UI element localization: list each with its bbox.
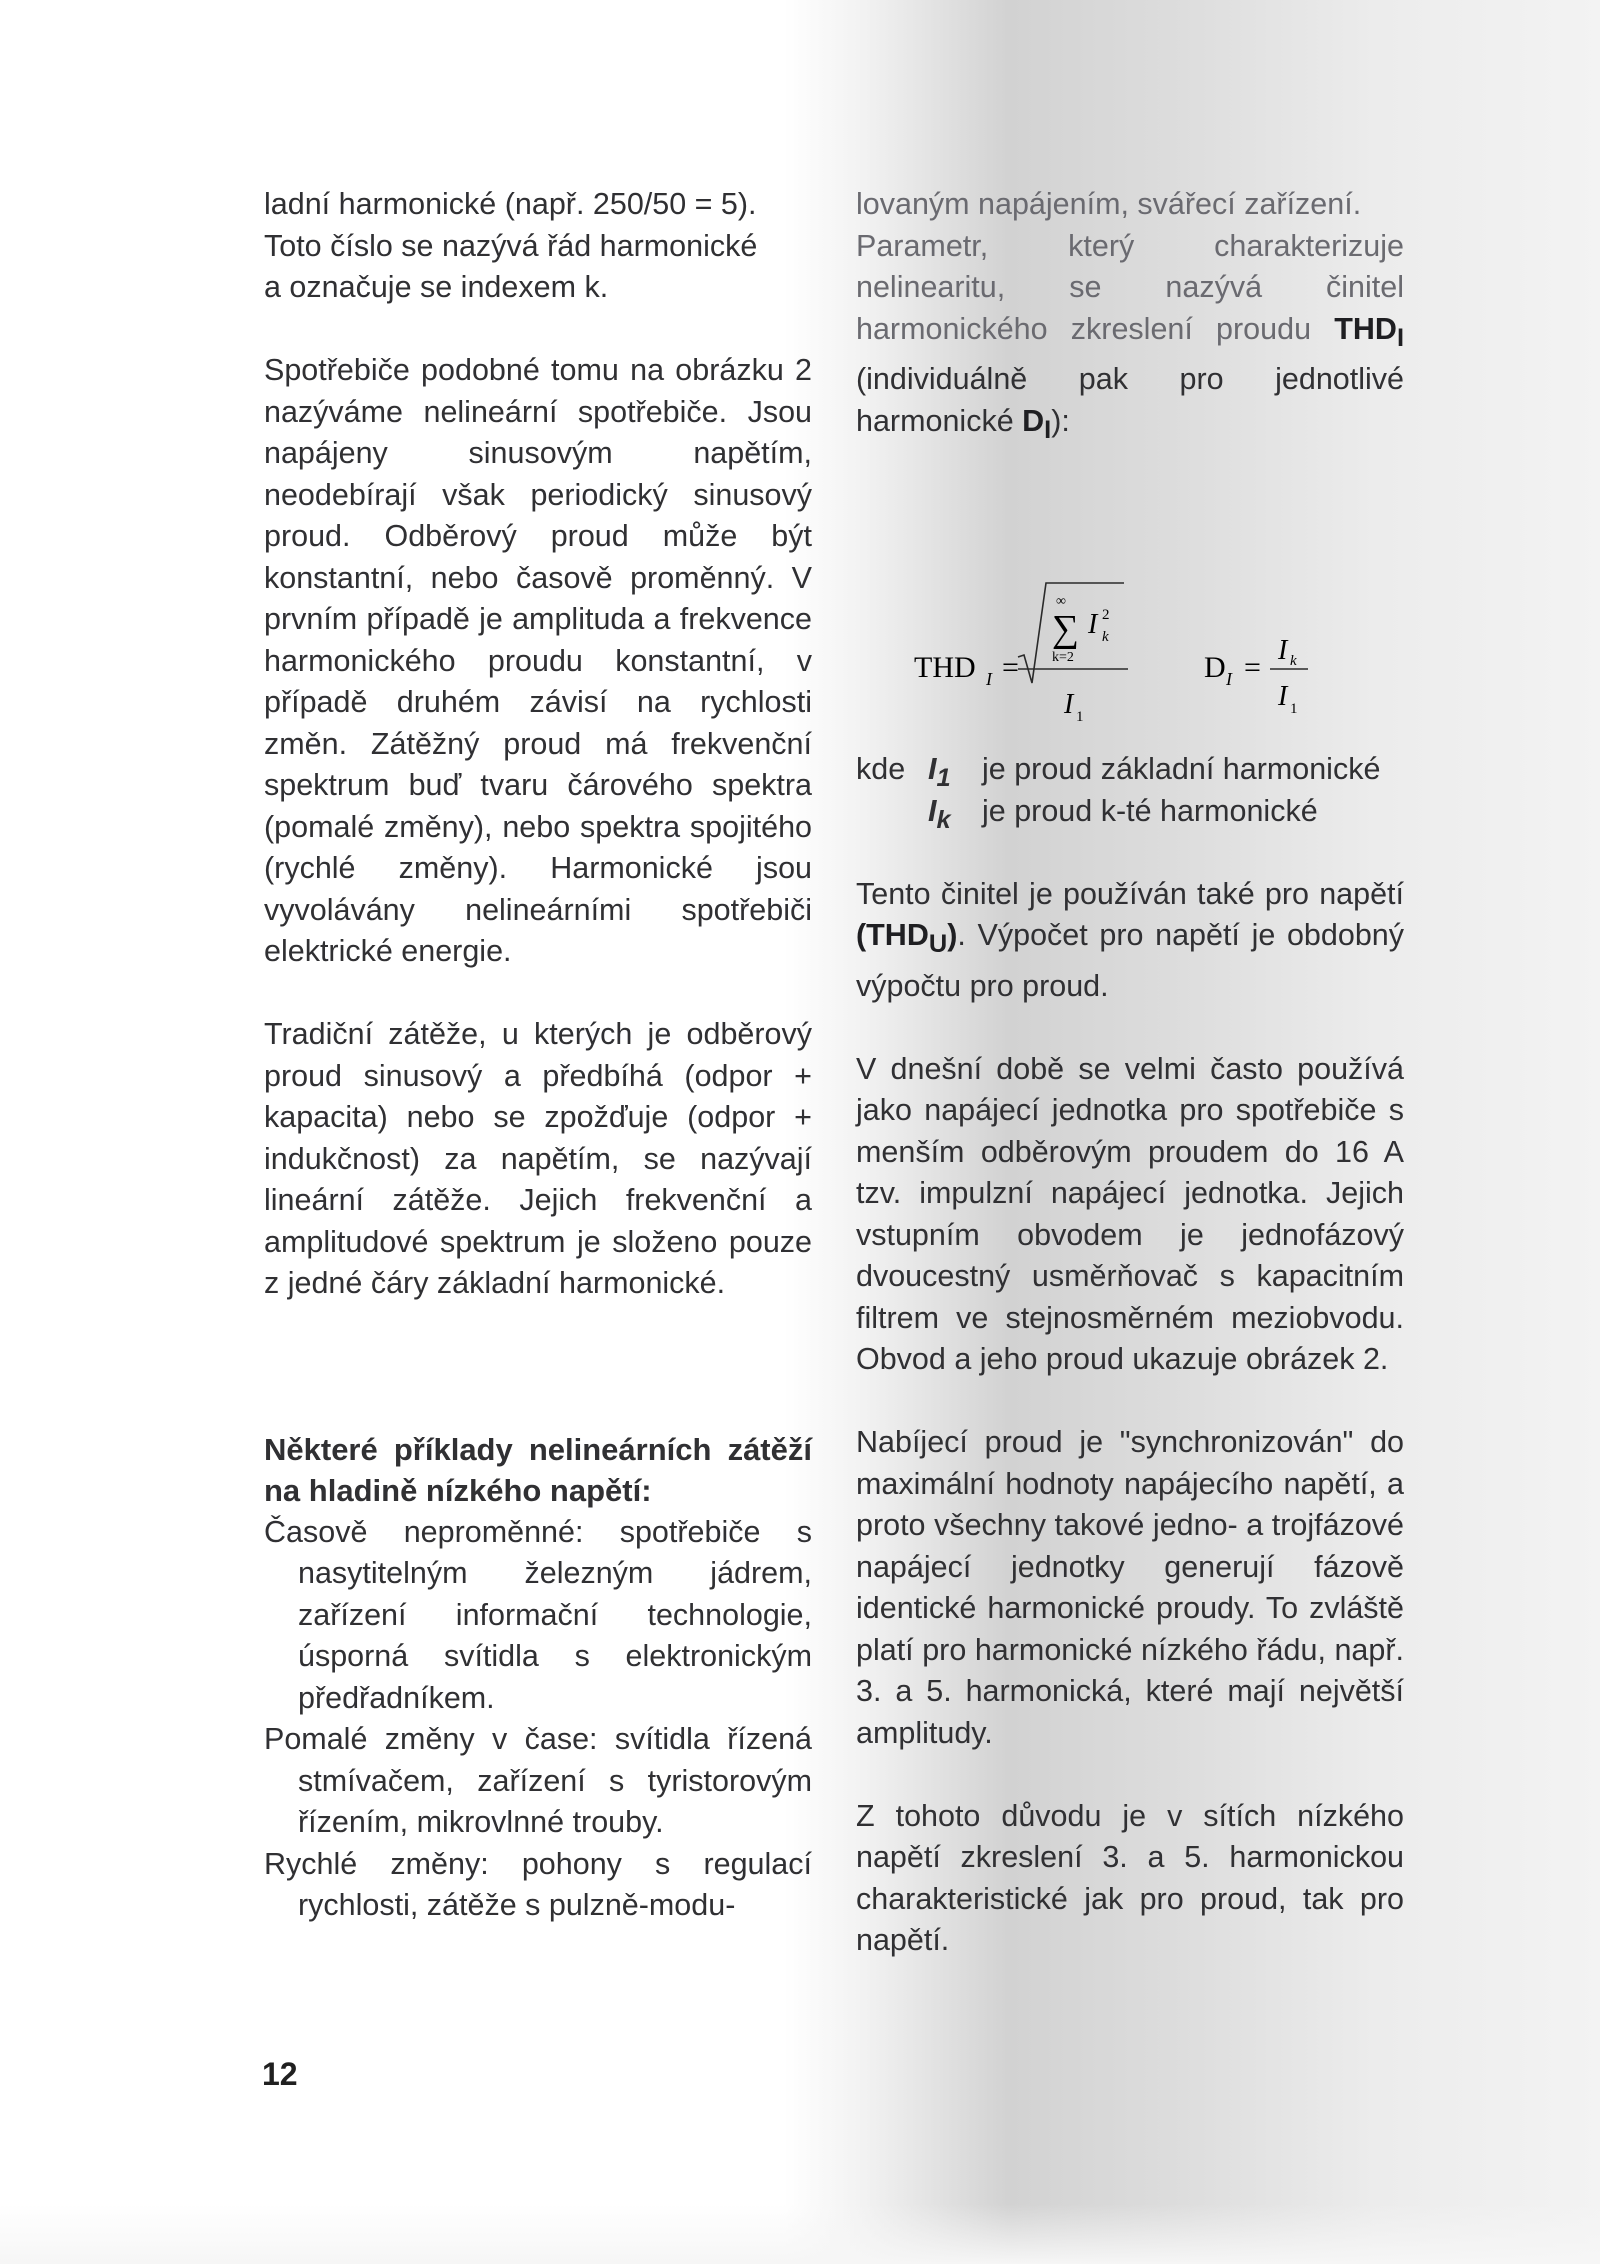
sum-sign: ∑ (1052, 608, 1080, 651)
sum-term-sup: 2 (1102, 607, 1110, 624)
page-bottom-edge (0, 2204, 1600, 2264)
sum-top: ∞ (1056, 594, 1066, 610)
d-i-symbol: $D_I$ (1022, 403, 1052, 444)
thd-denominator-sub: 1 (1076, 709, 1084, 726)
example-static-label: Časově neproměnné: (264, 1514, 584, 1549)
example-fast-label: Rychlé změny: (264, 1846, 489, 1881)
right-paragraph-psu: V dnešní době se velmi často používá jako napájecí jednotka pro spotřebiče s menším odběrovým proudem do 16 A tzv. impulzní napájecí jednotka. Jejich vstupním obvodem je jednofázový dvoucestný usměrňovač s kapacitním filtrem ve stejnosměrném meziobvodu. Obvod a jeho proud ukazuje obrázek 2. (856, 1051, 1404, 1377)
d-lhs-sub: I (1226, 669, 1232, 690)
d-equals: = (1244, 651, 1261, 685)
sum-term-sub: k (1102, 629, 1109, 646)
d-lhs: D (1204, 651, 1226, 685)
variable-row (856, 791, 1404, 833)
spacer (264, 973, 812, 1015)
thdu-text-after: . Výpočet pro napětí je obdobný výpočtu pro proud. (856, 918, 1404, 1003)
left-p1-line-1: ladní harmonické (např. 250/50 = 5). (264, 187, 757, 221)
example-slow-text: svítidla řízená stmívačem, zařízení s tyristorovým řízením, mikrovlnné trouby. (298, 1722, 812, 1839)
thd-i-subscript: I (1396, 323, 1404, 352)
thd-u-symbol: $(THD_U)$ (856, 918, 958, 959)
spacer (856, 1007, 1404, 1049)
thd-intro-text: Parametr, který charakterizuje nelinearitu, se nazývá činitel harmonického zkreslení proudu (856, 228, 1404, 346)
page-number: 12 (262, 2056, 298, 2092)
thd-intro-mid: (individuálně pak pro jednotlivé harmonické (856, 362, 1404, 438)
example-static (264, 1512, 812, 1720)
example-fast (264, 1844, 812, 1927)
d-i-subscript: I (1044, 415, 1052, 444)
variable-symbol-i1: $I_1$ (928, 752, 951, 793)
left-paragraph-nonlinear: Spotřebiče podobné tomu na obrázku 2 nazýváme nelineární spotřebiče. Jsou napájeny sinusovým napětím, neodebírají však periodický sinusový proud. Odběrový proud může být konstantní, nebo časově proměnný. V prvním případě je amplituda a frekvence harmonického proudu konstantní, v případě druhém závisí na rychlosti změn. Zátěžný proud má frekvenční spektrum buď tvaru čárového spektra (pomalé změny), nebo spektra spojitého (rychlé změny). Harmonické jsou vyvolávány nelineárními spotřebiči elektrické energie. (264, 353, 812, 968)
variable-text-ik: je proud k-té harmonické (982, 793, 1318, 828)
d-numerator-sub: k (1290, 653, 1297, 670)
right-paragraph-thdu (856, 874, 1404, 1008)
thd-equals: = (1002, 651, 1019, 685)
spacer (264, 309, 812, 351)
right-column (856, 184, 1404, 1962)
d-denominator: I (1278, 681, 1288, 713)
left-paragraph-linear: Tradiční zátěže, u kterých je odběrový proud sinusový a předbíhá (odpor + kapacita) nebo se zpožďuje (odpor + indukčnost) za napětím, se nazývají lineární zátěže. Jejich frekvenční a amplitudové spektrum je složeno pouze z jedné čáry základní harmonické. (264, 1017, 812, 1300)
thd-intro-end: ): (1051, 403, 1070, 438)
right-paragraph-continuation: lovaným napájením, svářecí zařízení. (856, 187, 1362, 221)
sum-term: I (1088, 609, 1098, 641)
thd-lhs-sub: I (986, 669, 992, 690)
thd-lhs: THD (914, 651, 976, 685)
sum-bottom: k=2 (1052, 650, 1074, 666)
variable-row (856, 749, 1404, 791)
thdu-text-before: Tento činitel je používán také pro napětí (856, 876, 1404, 911)
example-slow (264, 1719, 812, 1844)
example-fast-text: pohony s regulací rychlosti, zátěže s pulzně-modu- (298, 1846, 812, 1922)
variable-text-i1: je proud základní harmonické (982, 752, 1381, 787)
right-paragraph-conclusion: Z tohoto důvodu je v sítích nízkého napětí zkreslení 3. a 5. harmonickou charakteristické jak pro proud, tak pro napětí. (856, 1798, 1404, 1958)
thd-i-symbol: $THD_I$ (1334, 311, 1404, 352)
thd-formula (856, 451, 1404, 749)
variable-symbol-ik: $I_k$ (928, 793, 951, 834)
left-p1-line-2: Toto číslo se nazývá řád harmonické (264, 228, 758, 263)
thd-u-subscript: U (928, 930, 948, 959)
spacer (264, 1305, 812, 1429)
right-paragraph-charging: Nabíjecí proud je "synchronizován" do maximální hodnoty napájecího napětí, a proto všechny takové jedno- a trojfázové napájecí jednotky generují fázově identické harmonické proudy. To zvláště platí pro harmonické nízkého řádu, např. 3. a 5. harmonická, které mají největší amplitudy. (856, 1425, 1404, 1750)
kde-label: kde (856, 752, 906, 787)
formula-svg (856, 451, 1404, 749)
left-column (264, 184, 812, 1927)
left-p1-line-3: a označuje se indexem k. (264, 270, 609, 304)
spacer (856, 1381, 1404, 1423)
d-denominator-sub: 1 (1290, 701, 1298, 718)
variable-definitions (856, 749, 1404, 832)
examples-heading: Některé příklady nelineárních zátěží na hladině nízkého napětí: (264, 1431, 812, 1508)
example-slow-label: Pomalé změny v čase: (264, 1722, 598, 1756)
right-paragraph-thd-intro (856, 226, 1404, 452)
thd-denominator: I (1064, 689, 1074, 721)
spacer (856, 1754, 1404, 1796)
example-static-text: spotřebiče s nasytitelným železným jádrem, zařízení informační technologie, úsporná svítidla s elektronickým předřadníkem. (298, 1514, 812, 1715)
d-numerator: I (1278, 635, 1288, 667)
